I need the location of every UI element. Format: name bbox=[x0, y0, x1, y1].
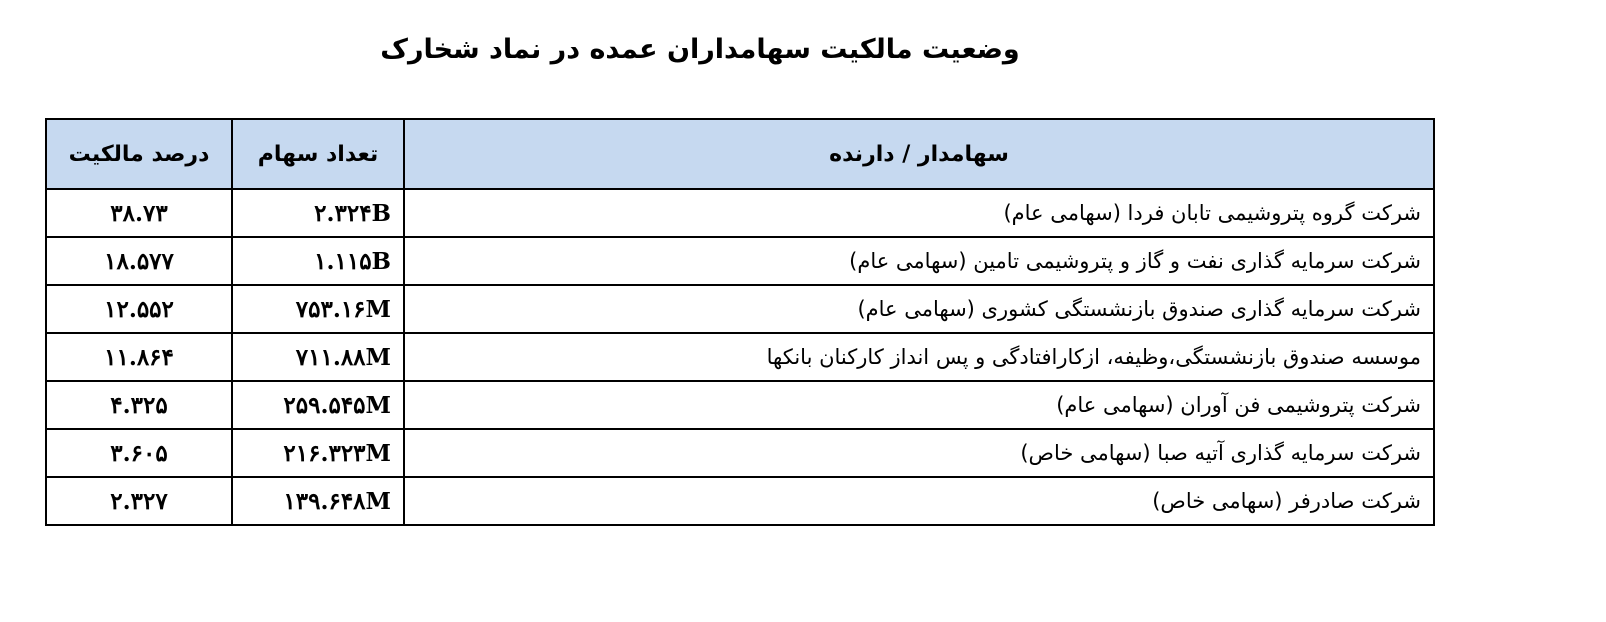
ownership-percent-cell: ۳۸.۷۳ bbox=[46, 189, 232, 237]
shareholder-name-cell: شرکت سرمایه گذاری آتیه صبا (سهامی خاص) bbox=[404, 429, 1434, 477]
shareholder-name-cell: شرکت سرمایه گذاری نفت و گاز و پتروشیمی تامین (سهامی عام) bbox=[404, 237, 1434, 285]
table-row bbox=[46, 333, 1434, 381]
shareholders-table bbox=[45, 118, 1435, 526]
shareholder-name-cell: موسسه صندوق بازنشستگی،وظیفه، ازکارافتادگی و پس انداز کارکنان بانکها bbox=[404, 333, 1434, 381]
ownership-percent-cell: ۱۲.۵۵۲ bbox=[46, 285, 232, 333]
share-count-cell: ۲۱۶.۳۲۳M bbox=[232, 429, 404, 477]
table-row bbox=[46, 429, 1434, 477]
share-count-cell: ۱۳۹.۶۴۸M bbox=[232, 477, 404, 525]
header-share-count: تعداد سهام bbox=[232, 119, 404, 189]
ownership-percent-cell: ۲.۳۲۷ bbox=[46, 477, 232, 525]
table-row bbox=[46, 285, 1434, 333]
shareholder-name-cell: شرکت پتروشیمی فن آوران (سهامی عام) bbox=[404, 381, 1434, 429]
ownership-percent-cell: ۱۸.۵۷۷ bbox=[46, 237, 232, 285]
table-row bbox=[46, 381, 1434, 429]
shareholder-name-cell: شرکت صادرفر (سهامی خاص) bbox=[404, 477, 1434, 525]
ownership-percent-cell: ۱۱.۸۶۴ bbox=[46, 333, 232, 381]
share-count-cell: ۷۵۳.۱۶M bbox=[232, 285, 404, 333]
share-count-cell: ۲.۳۲۴B bbox=[232, 189, 404, 237]
shareholder-name-cell: شرکت گروه پتروشیمی تابان فردا (سهامی عام) bbox=[404, 189, 1434, 237]
header-shareholder: سهامدار / دارنده bbox=[404, 119, 1434, 189]
table-row bbox=[46, 237, 1434, 285]
header-ownership-percent: درصد مالکیت bbox=[46, 119, 232, 189]
table-row bbox=[46, 477, 1434, 525]
share-count-cell: ۱.۱۱۵B bbox=[232, 237, 404, 285]
ownership-percent-cell: ۳.۶۰۵ bbox=[46, 429, 232, 477]
ownership-percent-cell: ۴.۳۲۵ bbox=[46, 381, 232, 429]
table-row bbox=[46, 189, 1434, 237]
document-title: وضعیت مالکیت سهامداران عمده در نماد شخارک bbox=[380, 34, 1020, 65]
table-header-row bbox=[46, 119, 1434, 189]
share-count-cell: ۲۵۹.۵۴۵M bbox=[232, 381, 404, 429]
share-count-cell: ۷۱۱.۸۸M bbox=[232, 333, 404, 381]
shareholder-name-cell: شرکت سرمایه گذاری صندوق بازنشستگی کشوری (سهامی عام) bbox=[404, 285, 1434, 333]
